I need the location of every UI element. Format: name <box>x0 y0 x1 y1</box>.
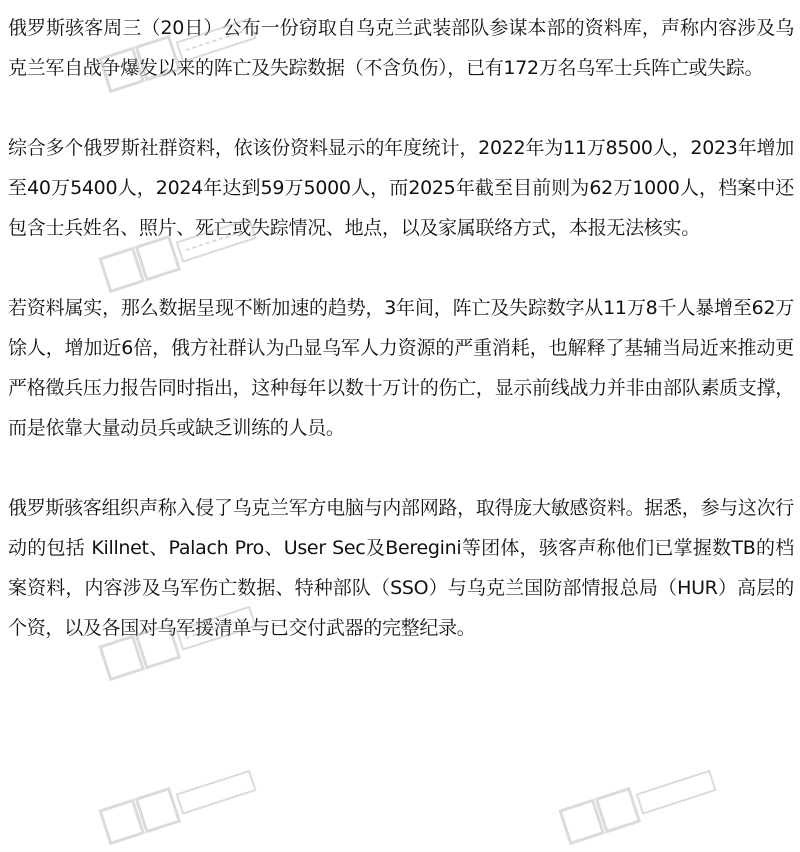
watermark-stamp <box>96 756 263 851</box>
article-paragraph-1: 俄罗斯骇客周三（20日）公布一份窃取自乌克兰武装部队参谋本部的资料库，声称内容涉及乌克兰军自战争爆发以来的阵亡及失踪数据（不含负伤），已有172万名乌军士兵阵亡或失踪。 <box>8 17 794 79</box>
watermark-stamp <box>556 756 723 851</box>
article-paragraph-3: 若资料属实，那么数据呈现不断加速的趋势，3年间，阵亡及失踪数字从11万8千人暴增至62万馀人，增加近6倍，俄方社群认为凸显乌军人力资源的严重消耗，也解释了基辅当局近来推动更严格徵兵压力报告同时指出，这种每年以数十万计的伤亡，显示前线战力并非由部队素质支撑，而是依靠大量动员兵或缺乏训练的人员。 <box>8 297 794 439</box>
article-paragraph-4: 俄罗斯骇客组织声称入侵了乌克兰军方电脑与内部网路，取得庞大敏感资料。据悉，参与这次行动的包括 Killnet、Palach Pro、User Sec及Beregini等团体，骇客声称他们已掌握数TB的档案资料，内容涉及乌军伤亡数据、特种部队（SSO）与乌克兰国防部情报总局（HUR）高层的个资，以及各国对乌军援清单与已交付武器的完整纪录。 <box>8 497 794 639</box>
article-paragraph-2: 综合多个俄罗斯社群资料，依该份资料显示的年度统计，2022年为11万8500人，2023年增加至40万5400人，2024年达到59万5000人，而2025年截至目前则为62万1000人，档案中还包含士兵姓名、照片、死亡或失踪情况、地点，以及家属联络方式，本报无法核实。 <box>8 137 794 239</box>
article-body <box>8 8 794 688</box>
